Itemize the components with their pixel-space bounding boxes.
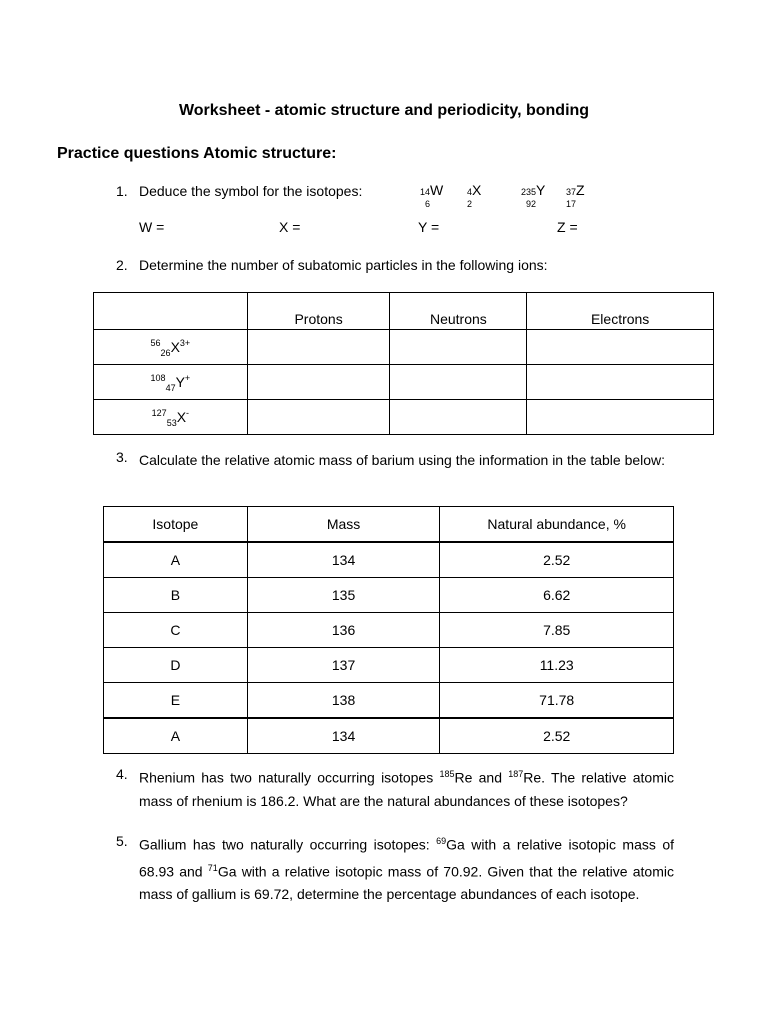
mass-cell: 134 bbox=[247, 718, 440, 754]
q4-number: 4. bbox=[116, 766, 128, 782]
worksheet-title: Worksheet - atomic structure and periodicity, bonding bbox=[178, 102, 590, 119]
header-cell: Natural abundance, % bbox=[440, 507, 674, 543]
q1-number: 1. bbox=[116, 183, 128, 199]
q4-text: Rhenium has two naturally occurring isotopes $^{185}$Re and $^{187}$Re. The relative atomic mass of rhenium is 186.2. What are the natural abundances of these isotopes? bbox=[139, 769, 674, 809]
mass-cell: 137 bbox=[247, 648, 440, 683]
table-row bbox=[104, 648, 674, 683]
mass-cell: 138 bbox=[247, 683, 440, 719]
ion-symbol: $^{127}_{53}$X- bbox=[151, 408, 190, 428]
ion-symbol: $^{108}_{47}$Y+ bbox=[150, 373, 191, 393]
header-cell: Electrons bbox=[527, 293, 714, 330]
mass-cell: 134 bbox=[247, 542, 440, 578]
subatomic-particles-table bbox=[93, 292, 714, 435]
ion-cell bbox=[94, 330, 248, 365]
table-row bbox=[104, 718, 674, 754]
isotope-cell: B bbox=[104, 578, 248, 613]
abundance-cell: 7.85 bbox=[440, 613, 674, 648]
q5-number: 5. bbox=[116, 833, 128, 849]
header-cell bbox=[94, 293, 248, 330]
q1-text: Deduce the symbol for the isotopes: bbox=[139, 183, 363, 199]
q5-text: Gallium has two naturally occurring isotopes: $^{69}$Ga with a relative isotopic mass of 68.93 and $^{71}$Ga with a relative isotopic mass of 70.92. Given that the relative atomic mass of gallium is 69.72, determine the percentage abundances of each isotope. bbox=[139, 836, 674, 903]
table-header-row bbox=[104, 507, 674, 543]
section-heading: Practice questions Atomic structure: bbox=[57, 145, 337, 162]
neutrons-cell[interactable] bbox=[390, 365, 527, 400]
isotope-cell: E bbox=[104, 683, 248, 719]
abundance-cell: 2.52 bbox=[440, 542, 674, 578]
isotope-x: 4 2 X bbox=[466, 182, 482, 209]
neutrons-cell[interactable] bbox=[390, 400, 527, 435]
table-row bbox=[104, 683, 674, 719]
ion-cell bbox=[94, 400, 248, 435]
answer-w: W = bbox=[139, 219, 165, 235]
mass-cell: 135 bbox=[247, 578, 440, 613]
isotope-cell: A bbox=[104, 542, 248, 578]
barium-isotope-table bbox=[103, 506, 674, 754]
isotope-y: 235 92 Y bbox=[520, 182, 546, 209]
ion-cell bbox=[94, 365, 248, 400]
isotope-z: 37 17 Z bbox=[565, 182, 585, 209]
table-row bbox=[104, 613, 674, 648]
header-cell: Neutrons bbox=[390, 293, 527, 330]
protons-cell[interactable] bbox=[247, 400, 390, 435]
header-cell: Mass bbox=[247, 507, 440, 543]
q3-text: Calculate the relative atomic mass of barium using the information in the table below: bbox=[139, 452, 666, 468]
abundance-cell: 71.78 bbox=[440, 683, 674, 719]
answer-y: Y = bbox=[418, 219, 440, 235]
header-cell: Protons bbox=[247, 293, 390, 330]
answer-z: Z = bbox=[557, 219, 578, 235]
electrons-cell[interactable] bbox=[527, 330, 714, 365]
abundance-cell: 11.23 bbox=[440, 648, 674, 683]
protons-cell[interactable] bbox=[247, 330, 390, 365]
isotope-w: 14 6 W bbox=[419, 182, 444, 209]
mass-cell: 136 bbox=[247, 613, 440, 648]
table-row bbox=[104, 542, 674, 578]
table-header-row bbox=[94, 293, 714, 330]
protons-cell[interactable] bbox=[247, 365, 390, 400]
answer-x: X = bbox=[279, 219, 301, 235]
table-row bbox=[94, 400, 714, 435]
table-row bbox=[104, 578, 674, 613]
abundance-cell: 6.62 bbox=[440, 578, 674, 613]
q2-number: 2. bbox=[116, 257, 128, 273]
electrons-cell[interactable] bbox=[527, 365, 714, 400]
electrons-cell[interactable] bbox=[527, 400, 714, 435]
table-row bbox=[94, 365, 714, 400]
ion-symbol: $^{56}_{26}X^{3+}$ bbox=[150, 338, 191, 358]
neutrons-cell[interactable] bbox=[390, 330, 527, 365]
q2-text: Determine the number of subatomic particles in the following ions: bbox=[139, 257, 548, 273]
isotope-cell: A bbox=[104, 718, 248, 754]
isotope-cell: D bbox=[104, 648, 248, 683]
header-cell: Isotope bbox=[104, 507, 248, 543]
isotope-cell: C bbox=[104, 613, 248, 648]
q3-number: 3. bbox=[116, 449, 128, 465]
abundance-cell: 2.52 bbox=[440, 718, 674, 754]
table-row bbox=[94, 330, 714, 365]
